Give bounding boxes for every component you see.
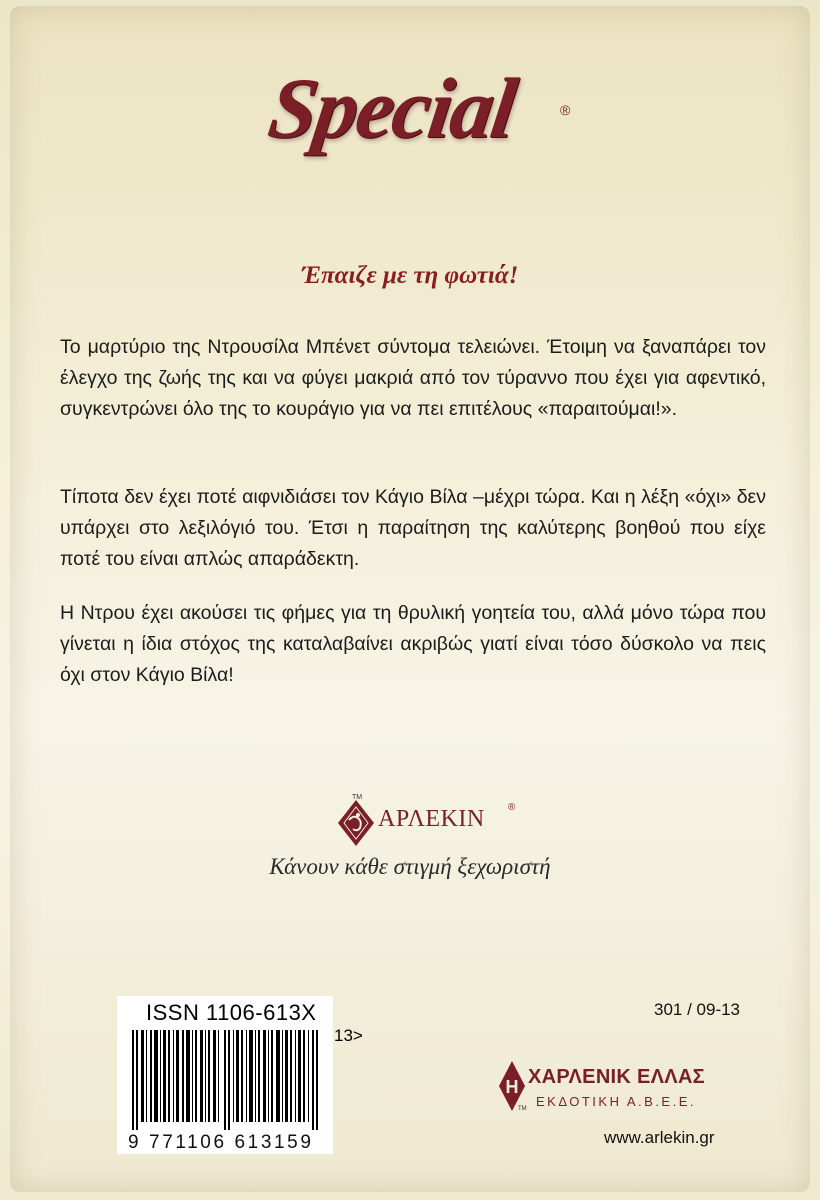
publisher-slogan: Κάνουν κάθε στιγμή ξεχωριστή [269,854,551,879]
website-url: www.arlekin.gr [604,1128,715,1147]
publisher-logo [330,794,530,844]
publisher-tm: TM [352,794,363,801]
publisher-name: ΑΡΛΕΚΙΝ [378,806,485,832]
publisher-registered-mark: ® [508,802,516,813]
imprint-subtitle: ΕΚΔΟΤΙΚΗ Α.Β.Ε.Ε. [536,1094,697,1109]
tagline: Έπαιζε με τη φωτιά! [301,262,519,289]
special-logo [263,58,590,168]
barcode-icon [132,1030,328,1130]
blurb-paragraph-3: Η Ντρου έχει ακούσει τις φήμες για τη θρυλική γοητεία του, αλλά μόνο τώρα που γίνεται η ίδια στόχος της καταλαβαίνει ακριβώς γιατί είναι τόσο δύσκολο να πεις όχι στον Κάγιο Βίλα! [60,602,766,686]
imprint-name: ΧΑΡΛΕΝΙΚ ΕΛΛΑΣ [528,1066,705,1088]
brand-registered-mark: ® [560,102,571,118]
harlequin-diamond-icon [336,798,376,848]
brand-name: Special [263,60,521,156]
issn-number: ISSN 1106-613X [146,1000,317,1025]
imprint-tm: TM [518,1106,527,1112]
barcode-digits: 9 771106 613159 [128,1132,314,1153]
issue-code: 301 / 09-13 [654,1000,741,1019]
harlequin-h-diamond-icon [498,1060,526,1112]
blurb-paragraph-2: Τίποτα δεν έχει ποτέ αιφνιδιάσει τον Κάγιο Βίλα –μέχρι τώρα. Και η λέξη «όχι» δεν υπάρχει στο λεξιλόγιό του. Έτσι η παραίτηση της καλύτερης βοηθού που είχε ποτέ του είναι απλώς απαράδεκτη. [60,486,766,570]
blurb-paragraph-1: Το μαρτύριο της Ντρουσίλα Μπένετ σύντομα τελειώνει. Έτοιμη να ξαναπάρει τον έλεγχο της ζωής της και να φύγει μακριά από τον τύραννο που έχει για αφεντικό, συγκεντρώνει όλο της το κουράγιο για να πει επιτέλους «παραιτούμαι!». [60,336,766,420]
barcode-addon: 13> [334,1026,363,1045]
svg-text:H: H [505,1077,519,1097]
imprint-logo [498,1056,738,1116]
